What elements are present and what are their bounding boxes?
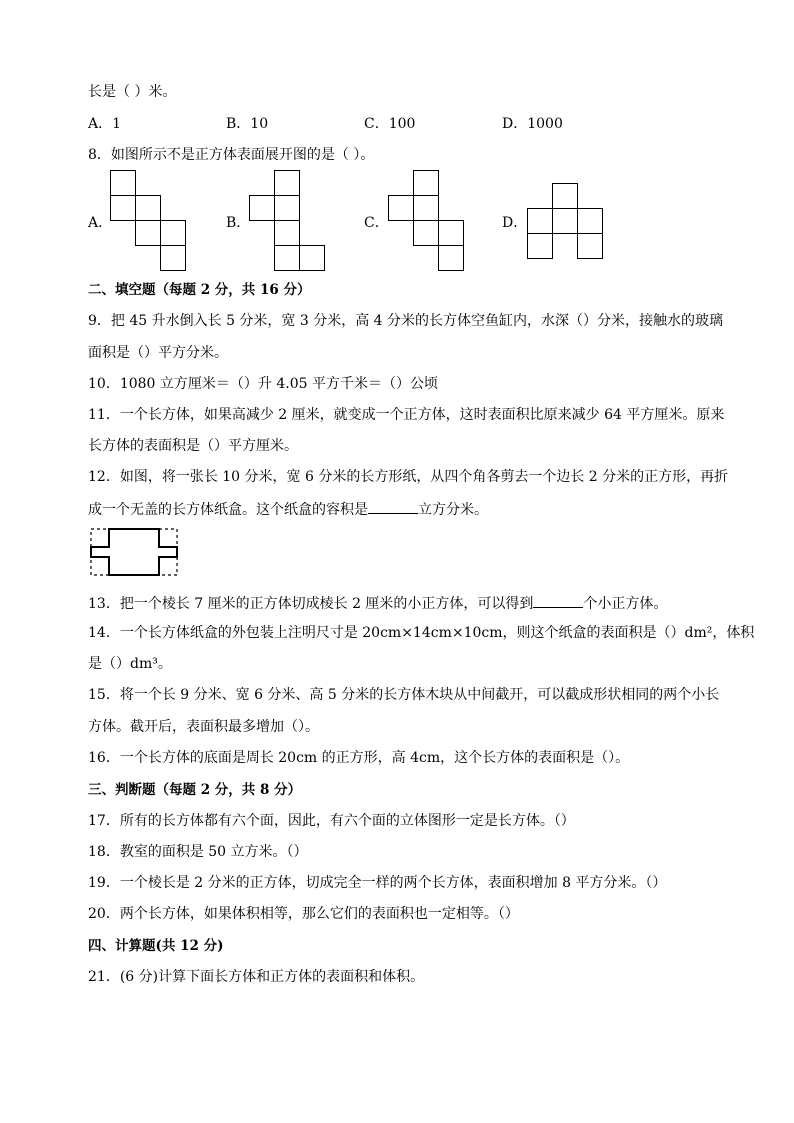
q7-stem-tail: 长是（ ）米。 [88, 84, 177, 100]
q20-line-1: 20．两个长方体，如果体积相等，那么它们的表面积也一定相等。（） [88, 906, 519, 922]
section-2-title: 二、填空题（每题 2 分，共 16 分） [88, 282, 311, 298]
q15-line-1: 15．将一个长 9 分米、宽 6 分米、高 5 分米的长方体木块从中间截开，可以截成形状相同的两个小长 [88, 687, 720, 703]
net-figure-a [110, 170, 190, 272]
q8-label-a: A． [88, 215, 113, 231]
q21-line-1: 21．(6 分)计算下面长方体和正方体的表面积和体积。 [88, 969, 425, 985]
q14-line-1: 14．一个长方体纸盒的外包装上注明尺寸是 20cm×14cm×10cm，则这个纸盒的表面积是（）dm²，体积 [88, 625, 755, 641]
q18-line-1: 18．教室的面积是 50 立方米。（） [88, 844, 308, 860]
q12-line-2-text-a: 成一个无盖的长方体纸盒。这个纸盒的容积是 [88, 502, 368, 518]
q7-option-a: A．1 [88, 116, 122, 132]
q8-label-b: B． [226, 215, 251, 231]
q10-line-1: 10．1080 立方厘米＝（）升 4.05 平方千米＝（）公顷 [88, 376, 438, 392]
q15-line-2: 方体。截开后，表面积最多增加（）。 [88, 719, 319, 735]
q12-line-2 [88, 499, 488, 519]
q7-option-c: C．100 [364, 116, 416, 132]
q11-line-1: 11．一个长方体，如果高减少 2 厘米，就变成一个正方体，这时表面积比原来减少 64 平方厘米。原来 [88, 407, 725, 423]
q17-line-1: 17．所有的长方体都有六个面，因此，有六个面的立体图形一定是长方体。（） [88, 813, 575, 829]
q19-line-1: 19．一个棱长是 2 分米的正方体，切成完全一样的两个长方体，表面积增加 8 平方分米。（） [88, 875, 667, 891]
q12-line-1: 12．如图，将一张长 10 分米，宽 6 分米的长方形纸，从四个角各剪去一个边长 2 分米的正方形，再折 [88, 469, 729, 485]
q8-stem: 8．如图所示不是正方体表面展开图的是（ ）。 [88, 147, 375, 163]
q16-line-1: 16．一个长方体的底面是周长 20cm 的正方形，高 4cm，这个长方体的表面积是（）。 [88, 750, 630, 766]
q11-line-2: 长方体的表面积是（）平方厘米。 [88, 438, 298, 454]
q12-line-2-text-b: 立方分米。 [418, 502, 488, 518]
net-figure-b [249, 170, 329, 272]
section-3-title: 三、判断题（每题 2 分，共 8 分） [88, 782, 302, 798]
q12-answer-blank[interactable] [368, 499, 418, 514]
paper-cut-figure [90, 528, 180, 578]
q14-line-2: 是（）dm³。 [88, 656, 172, 672]
q9-line-1: 9．把 45 升水倒入长 5 分米，宽 3 分米，高 4 分米的长方体空鱼缸内，水深（）分米，接触水的玻璃 [88, 313, 724, 329]
q13-answer-blank[interactable] [533, 593, 583, 608]
q13-line-1 [88, 593, 667, 613]
net-figure-d [527, 183, 607, 263]
q8-label-c: C． [364, 215, 389, 231]
section-4-title: 四、计算题(共 12 分) [88, 938, 224, 954]
q7-option-b: B．10 [226, 116, 269, 132]
q8-label-d: D． [502, 215, 528, 231]
q7-option-d: D．1000 [502, 116, 563, 132]
net-figure-c [388, 170, 468, 272]
q13-text-b: 个小正方体。 [583, 596, 668, 612]
q13-text-a: 13．把一个棱长 7 厘米的正方体切成棱长 2 厘米的小正方体，可以得到 [88, 596, 534, 612]
q9-line-2: 面积是（）平方分米。 [88, 345, 228, 361]
